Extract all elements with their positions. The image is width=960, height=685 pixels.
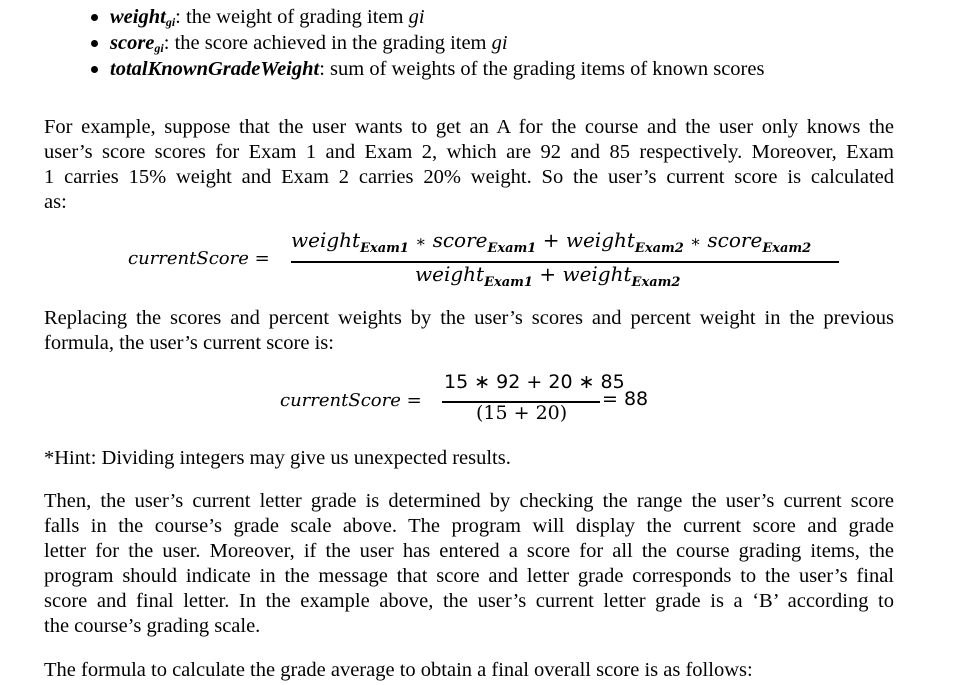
term-score: score$_{gi}$ <box>110 32 164 55</box>
replacement-paragraph <box>44 306 894 356</box>
term-description: : sum of weights of the grading items of known scores <box>319 58 765 80</box>
formula-lhs: currentScore = <box>280 390 422 411</box>
formula-denominator: (15 + 20) <box>476 402 568 424</box>
bullet-icon <box>91 14 98 21</box>
formula-lhs: currentScore = <box>128 248 270 269</box>
text-line: falls in the course’s grade scale above. The program will display the current score and grade <box>44 515 894 537</box>
formula-result: = 88 <box>602 388 649 410</box>
formula-numerator: 15 ∗ 92 + 20 ∗ 85 <box>444 371 625 393</box>
term-total-known-grade-weight: totalKnownGradeWeight <box>110 58 320 80</box>
numeric-formula <box>280 368 680 438</box>
list-item <box>60 30 764 56</box>
formula-denominator: weight$_{Exam1}$ + weight$_{Exam2}$ <box>415 262 681 290</box>
term-variable: gi <box>408 6 425 28</box>
text-line: Then, the user’s current letter grade is determined by checking the range the user’s current score <box>44 490 894 512</box>
text-line: the course’s grading scale. <box>44 615 261 637</box>
formula-numerator: weight$_{Exam1}$ ∗ score$_{Exam1}$ + weight$_{Exam2}$ ∗ score$_{Exam2}$ <box>291 228 812 256</box>
letter-grade-paragraph <box>44 489 894 639</box>
bullet-icon <box>91 40 98 47</box>
bullet-icon <box>91 66 98 73</box>
text-line: as: <box>44 191 67 213</box>
text-line: score and final letter. In the example above, the user’s current letter grade is a ‘B’ according to <box>44 590 894 612</box>
hint-text <box>44 446 894 471</box>
text-line: letter for the user. Moreover, if the user has entered a score for all the course grading items, the <box>44 540 894 562</box>
text-line: user’s score scores for Exam 1 and Exam 2, which are 92 and 85 respectively. Moreover, Exam <box>44 141 894 163</box>
term-variable: gi <box>491 32 508 54</box>
current-score-formula <box>128 228 848 298</box>
text-line: For example, suppose that the user wants to get an A for the course and the user only knows the <box>44 116 894 138</box>
formula-intro-paragraph <box>44 658 894 683</box>
text-line: Replacing the scores and percent weights by the user’s scores and percent weight in the previous <box>44 307 894 329</box>
term-description: : the score achieved in the grading item <box>163 32 492 54</box>
variable-definitions-list <box>60 4 764 82</box>
list-item <box>60 4 764 30</box>
text-line: program should indicate in the message that score and letter grade corresponds to the user’s final <box>44 565 894 587</box>
text-line: The formula to calculate the grade average to obtain a final overall score is as follows: <box>44 659 753 681</box>
example-paragraph <box>44 115 894 215</box>
list-item <box>60 56 764 82</box>
text-line: 1 carries 15% weight and Exam 2 carries 20% weight. So the user’s current score is calculated <box>44 166 894 188</box>
text-line: *Hint: Dividing integers may give us unexpected results. <box>44 447 511 469</box>
term-description: : the weight of grading item <box>175 6 409 28</box>
term-weight: weight$_{gi}$ <box>110 6 176 29</box>
text-line: formula, the user’s current score is: <box>44 332 334 354</box>
